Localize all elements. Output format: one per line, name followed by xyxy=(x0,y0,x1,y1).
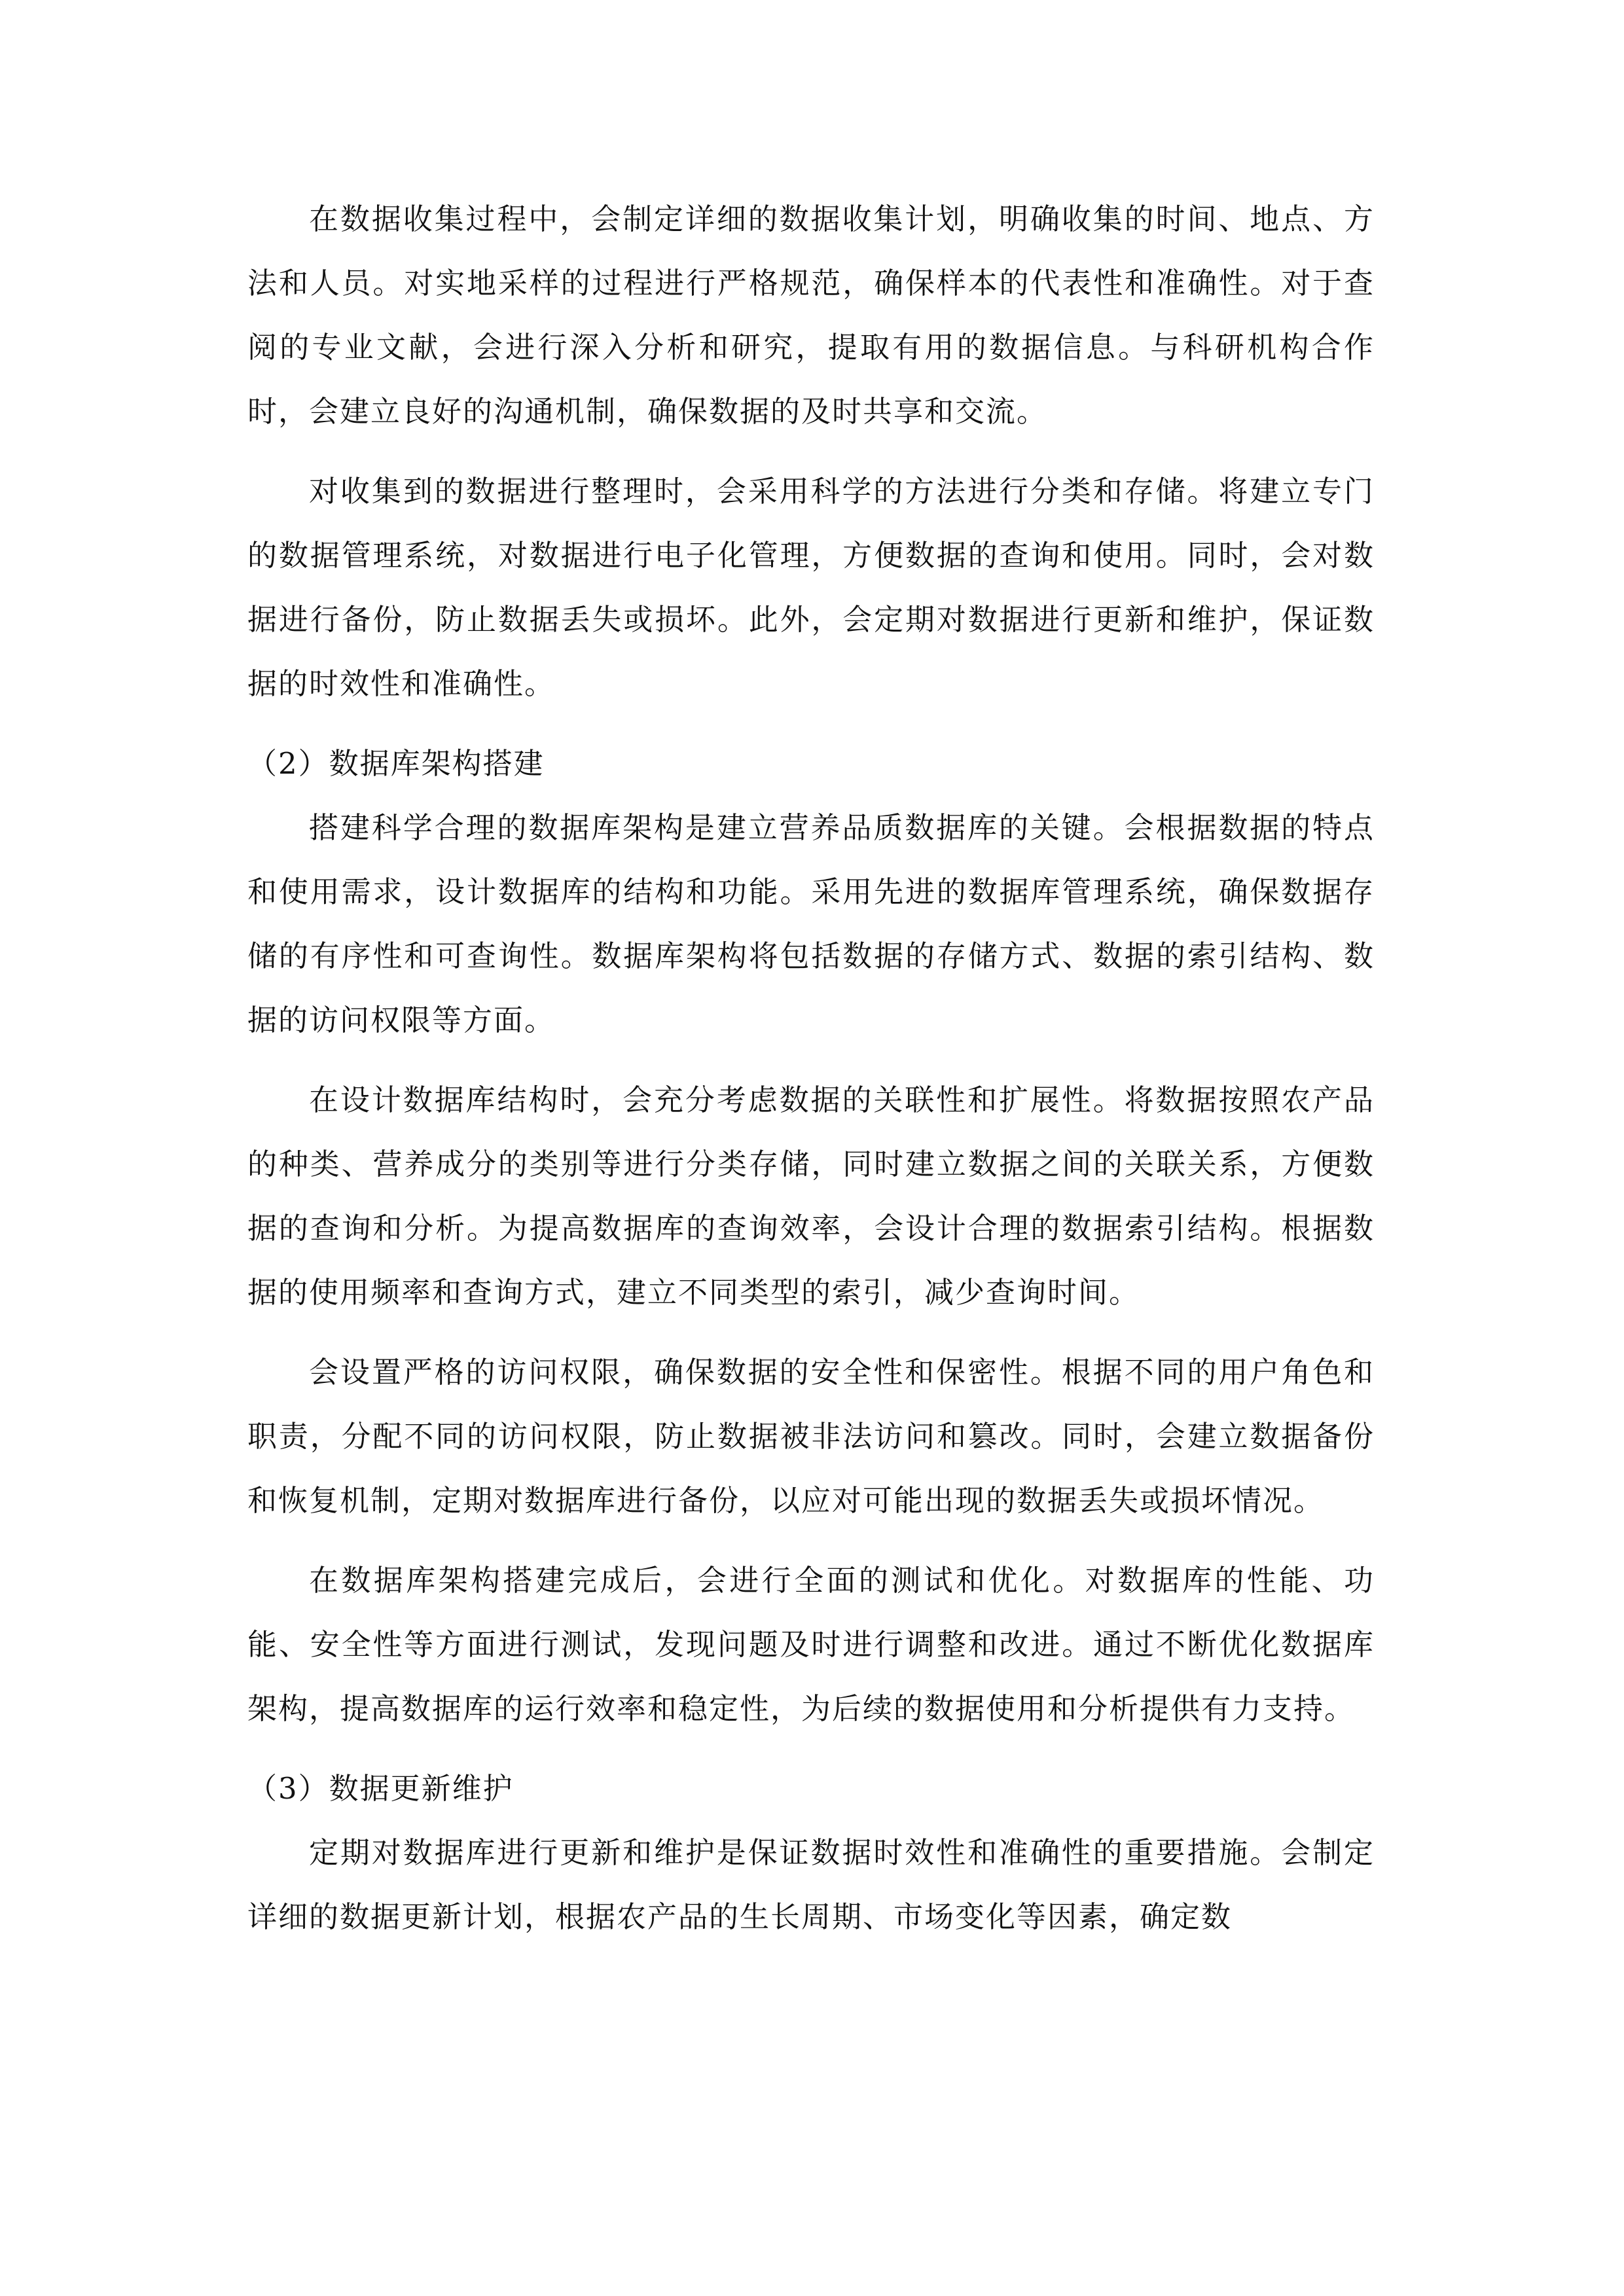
section-heading: （2）数据库架构搭建 xyxy=(247,746,545,781)
paragraph: 在数据库架构搭建完成后，会进行全面的测试和优化。对数据库的性能、功能、安全性等方面进行测试，发现问题及时进行调整和改进。通过不断优化数据库架构，提高数据库的运行效率和稳定性，为后续的数据使用和分析提供有力支持。 xyxy=(247,1563,1375,1726)
paragraph: 定期对数据库进行更新和维护是保证数据时效性和准确性的重要措施。会制定详细的数据更新计划，根据农产品的生长周期、市场变化等因素，确定数 xyxy=(247,1835,1375,1934)
paragraph: 会设置严格的访问权限，确保数据的安全性和保密性。根据不同的用户角色和职责，分配不同的访问权限，防止数据被非法访问和篡改。同时，会建立数据备份和恢复机制，定期对数据库进行备份，以应对可能出现的数据丢失或损坏情况。 xyxy=(247,1355,1375,1518)
paragraph: 对收集到的数据进行整理时，会采用科学的方法进行分类和存储。将建立专门的数据管理系统，对数据进行电子化管理，方便数据的查询和使用。同时，会对数据进行备份，防止数据丢失或损坏。此外，会定期对数据进行更新和维护，保证数据的时效性和准确性。 xyxy=(247,474,1375,701)
paragraph: 在设计数据库结构时，会充分考虑数据的关联性和扩展性。将数据按照农产品的种类、营养成分的类别等进行分类存储，同时建立数据之间的关联关系，方便数据的查询和分析。为提高数据库的查询效率，会设计合理的数据索引结构。根据数据的使用频率和查询方式，建立不同类型的索引，减少查询时间。 xyxy=(247,1083,1375,1310)
section-heading: （3）数据更新维护 xyxy=(247,1771,514,1806)
paragraph: 搭建科学合理的数据库架构是建立营养品质数据库的关键。会根据数据的特点和使用需求，设计数据库的结构和功能。采用先进的数据库管理系统，确保数据存储的有序性和可查询性。数据库架构将包括数据的存储方式、数据的索引结构、数据的访问权限等方面。 xyxy=(247,810,1375,1037)
paragraph: 在数据收集过程中，会制定详细的数据收集计划，明确收集的时间、地点、方法和人员。对实地采样的过程进行严格规范，确保样本的代表性和准确性。对于查阅的专业文献，会进行深入分析和研究，提取有用的数据信息。与科研机构合作时，会建立良好的沟通机制，确保数据的及时共享和交流。 xyxy=(247,202,1375,429)
document-body xyxy=(247,187,1375,1965)
